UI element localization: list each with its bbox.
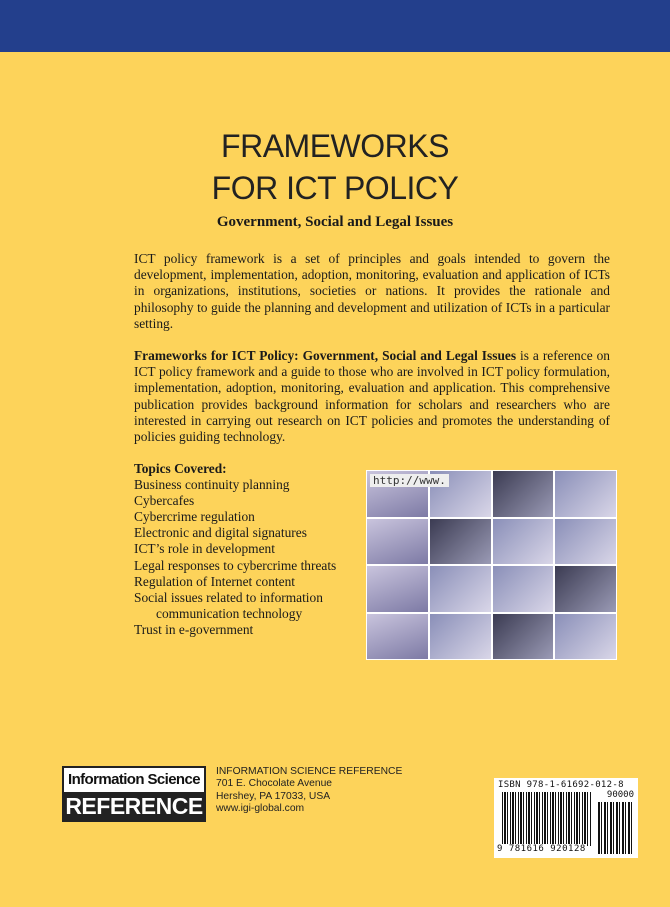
topic-item: Business continuity planning (134, 477, 290, 493)
address-line1: 701 E. Chocolate Avenue (216, 778, 333, 790)
barcode-bars (502, 792, 592, 846)
top-color-band (0, 0, 670, 52)
topic-item: Cybercrime regulation (134, 509, 255, 525)
logo-line2: REFERENCE (65, 793, 203, 819)
book-subtitle: Government, Social and Legal Issues (216, 214, 454, 230)
book-title-bold: Frameworks for ICT Policy: Government, Social and Legal Issues (134, 348, 517, 363)
topic-item: Trust in e-government (134, 621, 254, 637)
paragraph-2-text: is a reference on ICT policy framework and a guide to those who are involved in ICT policy formulation, implementation, adoption, monitoring, evaluation and application. This comprehensive publication provides background information for scholars and researchers who are interested in carrying out research on ICT policies and promotes the understanding of policies guiding technology. (134, 348, 610, 445)
description-paragraph-1: ICT policy framework is a set of principles and goals intended to govern the development, implementation, adoption, monitoring, evaluation and application of ICTs in organizations, institutions, societies or nations. It provides the rationale and philosophy to guide the planning and development and utilization of ICTs in a particular setting. (134, 251, 610, 331)
isbn-barcode (494, 778, 638, 858)
isbn-text: ISBN 978-1-61692-012-8 (498, 780, 624, 790)
publisher-logo (62, 766, 206, 822)
topic-item: Social issues related to information (134, 589, 323, 605)
topic-item: Regulation of Internet content (134, 573, 296, 589)
cover-photo-collage (366, 470, 617, 660)
publisher-address (216, 766, 402, 815)
book-title-line1: FRAMEWORKS (221, 128, 449, 164)
book-title-line2: FOR ICT POLICY (211, 170, 459, 206)
publisher-website: www.igi-global.com (216, 802, 305, 814)
description-paragraph-2 (134, 348, 610, 445)
address-line2: Hershey, PA 17033, USA (216, 790, 331, 802)
publisher-name: INFORMATION SCIENCE REFERENCE (216, 766, 403, 777)
topics-list (134, 461, 336, 638)
addon-bars (598, 802, 632, 854)
topic-item: ICT’s role in development (134, 541, 275, 557)
price-addon: 90000 (606, 790, 634, 800)
logo-line1: Information Science (64, 768, 204, 792)
topic-item: Electronic and digital signatures (134, 525, 307, 541)
topic-item: Cybercafes (134, 493, 195, 509)
barcode-number: 9 781616 920128 (497, 844, 586, 854)
topics-heading: Topics Covered: (134, 461, 227, 476)
photo-url-text: http://www. (370, 474, 449, 487)
topic-item: Legal responses to cybercrime threats (134, 557, 337, 573)
topic-item-continued: communication technology (156, 605, 303, 621)
